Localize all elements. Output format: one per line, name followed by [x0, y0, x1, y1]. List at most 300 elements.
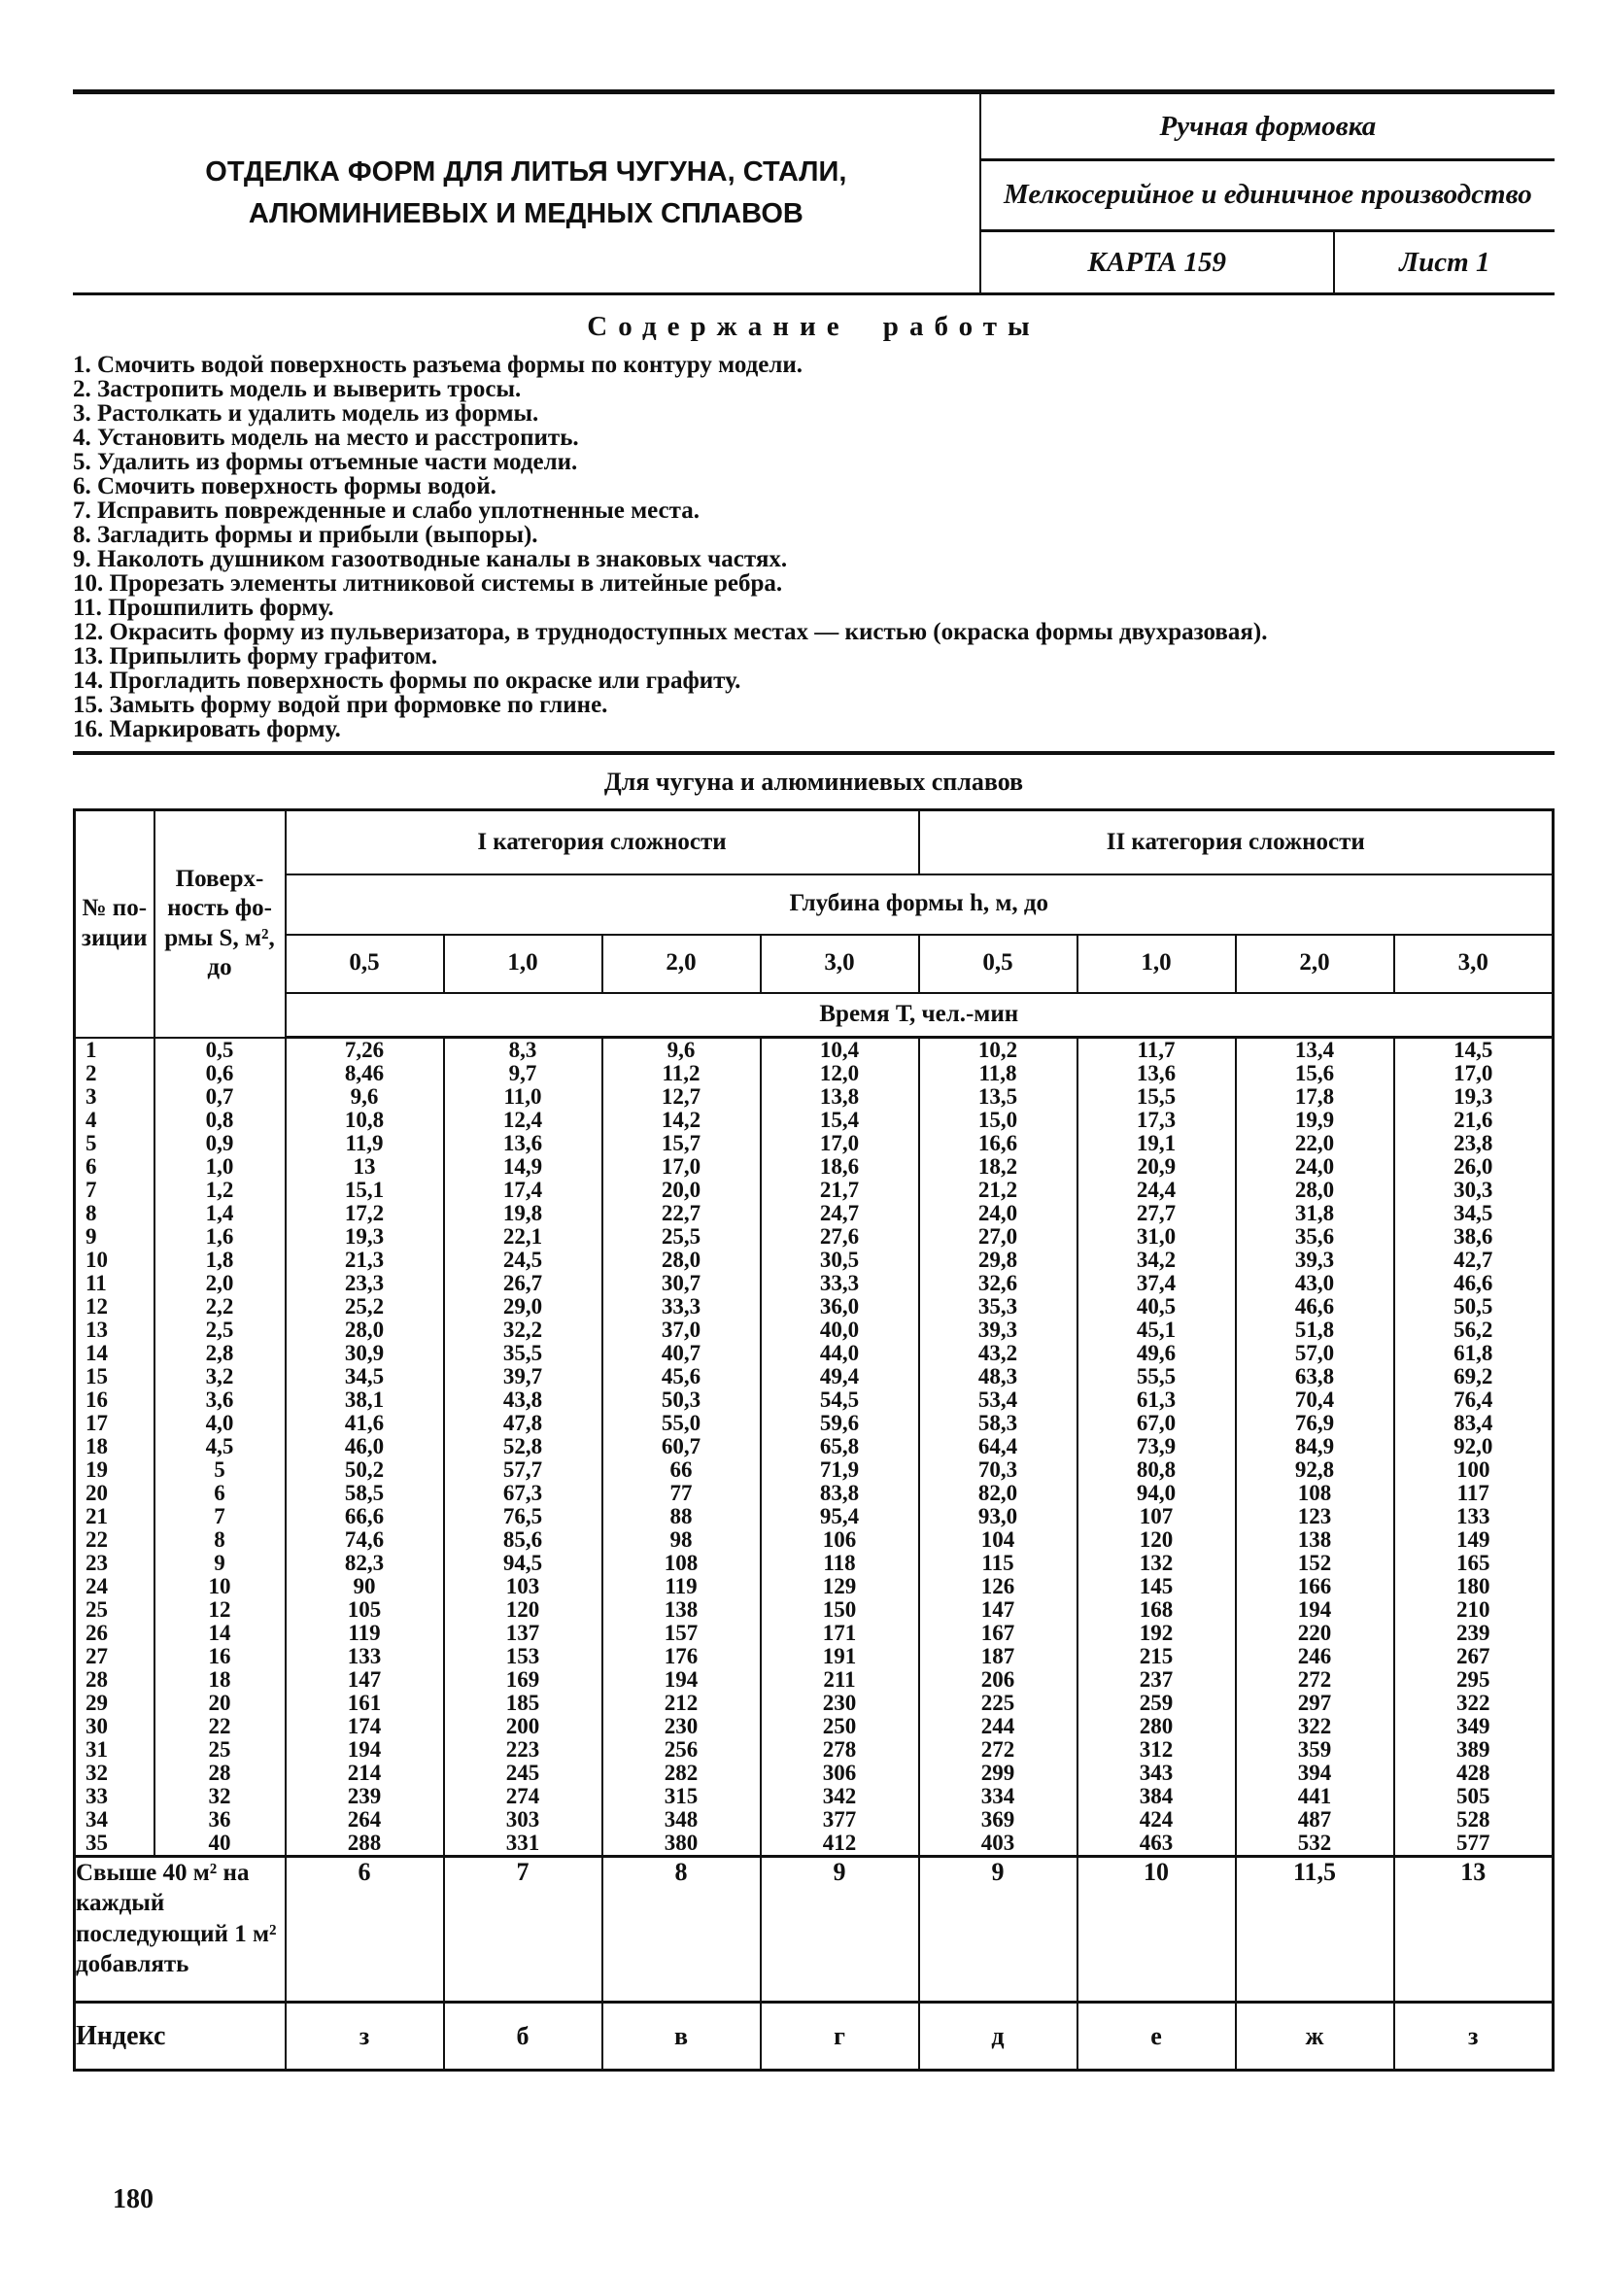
time-cell: 48,3 — [919, 1365, 1077, 1388]
position-cell: 14 — [75, 1342, 154, 1365]
time-cell: 256 — [602, 1738, 761, 1762]
index-value: в — [602, 2003, 761, 2071]
time-cell: 31,8 — [1236, 1202, 1394, 1225]
work-item-10: 10. Прорезать элементы литниковой системы в литейные ребра. — [73, 570, 783, 597]
index-value: з — [1394, 2003, 1554, 2071]
time-cell: 55,5 — [1077, 1365, 1236, 1388]
surface-cell: 0,5 — [154, 1038, 286, 1063]
surface-cell: 22 — [154, 1715, 286, 1738]
table-row — [75, 1575, 1554, 1598]
depth-value-headers — [75, 935, 1554, 993]
time-cell: 12,0 — [761, 1062, 919, 1085]
surface-cell: 14 — [154, 1622, 286, 1645]
surface-cell: 10 — [154, 1575, 286, 1598]
time-cell: 28,0 — [286, 1319, 444, 1342]
time-cell: 83,8 — [761, 1482, 919, 1505]
work-item-2: 2. Застропить модель и выверить тросы. — [73, 376, 522, 402]
time-cell: 30,9 — [286, 1342, 444, 1365]
time-cell: 138 — [602, 1598, 761, 1622]
surface-cell: 4,0 — [154, 1412, 286, 1435]
time-cell: 61,3 — [1077, 1388, 1236, 1412]
time-cell: 334 — [919, 1785, 1077, 1808]
time-cell: 92,0 — [1394, 1435, 1554, 1458]
time-cell: 11,9 — [286, 1132, 444, 1155]
time-cell: 215 — [1077, 1645, 1236, 1668]
surface-cell: 25 — [154, 1738, 286, 1762]
time-cell: 282 — [602, 1762, 761, 1785]
time-cell: 187 — [919, 1645, 1077, 1668]
time-cell: 21,3 — [286, 1249, 444, 1272]
time-cell: 42,7 — [1394, 1249, 1554, 1272]
surface-cell: 2,8 — [154, 1342, 286, 1365]
surface-cell: 36 — [154, 1808, 286, 1832]
time-cell: 34,5 — [286, 1365, 444, 1388]
time-cell: 152 — [1236, 1552, 1394, 1575]
position-cell: 13 — [75, 1319, 154, 1342]
time-cell: 59,6 — [761, 1412, 919, 1435]
surface-cell: 7 — [154, 1505, 286, 1528]
table-row — [75, 1528, 1554, 1552]
table-row — [75, 1552, 1554, 1575]
time-cell: 34,5 — [1394, 1202, 1554, 1225]
time-cell: 194 — [1236, 1598, 1394, 1622]
position-cell: 12 — [75, 1295, 154, 1319]
surface-cell: 0,6 — [154, 1062, 286, 1085]
time-cell: 206 — [919, 1668, 1077, 1692]
time-cell: 306 — [761, 1762, 919, 1785]
time-cell: 98 — [602, 1528, 761, 1552]
time-cell: 105 — [286, 1598, 444, 1622]
over-40-label: Свыше 40 м² на каждый последующий 1 м² добавлять — [75, 1857, 286, 2003]
time-cell: 20,0 — [602, 1179, 761, 1202]
time-cell: 322 — [1394, 1692, 1554, 1715]
time-cell: 49,6 — [1077, 1342, 1236, 1365]
surface-cell: 2,5 — [154, 1319, 286, 1342]
time-cell: 13,4 — [1236, 1038, 1394, 1063]
time-cell: 50,2 — [286, 1458, 444, 1482]
card-sheet-row — [981, 232, 1555, 292]
time-cell: 212 — [602, 1692, 761, 1715]
time-cell: 21,7 — [761, 1179, 919, 1202]
time-cell: 8,3 — [444, 1038, 602, 1063]
card-header — [73, 89, 1555, 295]
time-cell: 77 — [602, 1482, 761, 1505]
time-cell: 24,0 — [919, 1202, 1077, 1225]
surface-cell: 18 — [154, 1668, 286, 1692]
time-cell: 90 — [286, 1575, 444, 1598]
time-cell: 25,5 — [602, 1225, 761, 1249]
time-cell: 343 — [1077, 1762, 1236, 1785]
time-cell: 23,3 — [286, 1272, 444, 1295]
surface-cell: 0,7 — [154, 1085, 286, 1109]
surface-cell: 20 — [154, 1692, 286, 1715]
time-cell: 532 — [1236, 1832, 1394, 1857]
time-cell: 22,1 — [444, 1225, 602, 1249]
table-row — [75, 1598, 1554, 1622]
time-cell: 35,3 — [919, 1295, 1077, 1319]
time-cell: 17,0 — [602, 1155, 761, 1179]
time-cell: 76,5 — [444, 1505, 602, 1528]
time-cell: 441 — [1236, 1785, 1394, 1808]
position-cell: 2 — [75, 1062, 154, 1085]
time-cell: 66 — [602, 1458, 761, 1482]
position-cell: 20 — [75, 1482, 154, 1505]
table-row — [75, 1085, 1554, 1109]
table-header — [75, 810, 1554, 1038]
over-40-value: 13 — [1394, 1857, 1554, 2003]
time-cell: 295 — [1394, 1668, 1554, 1692]
surface-cell: 3,6 — [154, 1388, 286, 1412]
time-cell: 33,3 — [761, 1272, 919, 1295]
time-cell: 50,5 — [1394, 1295, 1554, 1319]
surface-cell: 1,8 — [154, 1249, 286, 1272]
surface-cell: 32 — [154, 1785, 286, 1808]
time-cell: 17,2 — [286, 1202, 444, 1225]
time-cell: 18,6 — [761, 1155, 919, 1179]
time-cell: 220 — [1236, 1622, 1394, 1645]
time-cell: 39,3 — [919, 1319, 1077, 1342]
surface-cell: 2,0 — [154, 1272, 286, 1295]
depth-value-header: 1,0 — [1077, 935, 1236, 993]
document-title — [73, 94, 979, 292]
time-cell: 12,7 — [602, 1085, 761, 1109]
time-cell: 299 — [919, 1762, 1077, 1785]
time-cell: 194 — [286, 1738, 444, 1762]
time-cell: 149 — [1394, 1528, 1554, 1552]
time-cell: 274 — [444, 1785, 602, 1808]
time-cell: 264 — [286, 1808, 444, 1832]
time-cell: 19,8 — [444, 1202, 602, 1225]
column-header-position: № по-зиции — [75, 810, 154, 1038]
time-cell: 161 — [286, 1692, 444, 1715]
over-40-row — [75, 1857, 1554, 2003]
time-cell: 119 — [602, 1575, 761, 1598]
time-cell: 315 — [602, 1785, 761, 1808]
over-40-value: 6 — [286, 1857, 444, 2003]
column-header-category-1: I категория сложности — [286, 810, 919, 874]
time-cell: 191 — [761, 1645, 919, 1668]
time-cell: 65,8 — [761, 1435, 919, 1458]
time-cell: 35,6 — [1236, 1225, 1394, 1249]
time-cell: 394 — [1236, 1762, 1394, 1785]
time-cell: 49,4 — [761, 1365, 919, 1388]
time-cell: 118 — [761, 1552, 919, 1575]
time-cell: 153 — [444, 1645, 602, 1668]
table-row — [75, 1458, 1554, 1482]
time-cell: 15,5 — [1077, 1085, 1236, 1109]
time-cell: 27,6 — [761, 1225, 919, 1249]
time-cell: 9,6 — [602, 1038, 761, 1063]
time-cell: 32,2 — [444, 1319, 602, 1342]
time-cell: 288 — [286, 1832, 444, 1857]
time-cell: 17,0 — [1394, 1062, 1554, 1085]
time-cell: 95,4 — [761, 1505, 919, 1528]
work-item-16: 16. Маркировать форму. — [73, 716, 341, 742]
time-cell: 94,0 — [1077, 1482, 1236, 1505]
position-cell: 3 — [75, 1085, 154, 1109]
table-row — [75, 1319, 1554, 1342]
time-cell: 43,2 — [919, 1342, 1077, 1365]
time-cell: 133 — [286, 1645, 444, 1668]
time-cell: 28,0 — [1236, 1179, 1394, 1202]
time-cell: 57,7 — [444, 1458, 602, 1482]
time-cell: 24,4 — [1077, 1179, 1236, 1202]
time-cell: 85,6 — [444, 1528, 602, 1552]
position-cell: 7 — [75, 1179, 154, 1202]
time-cell: 176 — [602, 1645, 761, 1668]
time-cell: 29,8 — [919, 1249, 1077, 1272]
time-cell: 15,0 — [919, 1109, 1077, 1132]
surface-cell: 1,2 — [154, 1179, 286, 1202]
time-cell: 21,6 — [1394, 1109, 1554, 1132]
title-line-1: ОТДЕЛКА ФОРМ ДЛЯ ЛИТЬЯ ЧУГУНА, СТАЛИ, — [205, 155, 847, 188]
time-cell: 129 — [761, 1575, 919, 1598]
time-cell: 225 — [919, 1692, 1077, 1715]
time-cell: 67,0 — [1077, 1412, 1236, 1435]
time-cell: 108 — [602, 1552, 761, 1575]
time-cell: 297 — [1236, 1692, 1394, 1715]
position-cell: 10 — [75, 1249, 154, 1272]
time-cell: 15,4 — [761, 1109, 919, 1132]
table-row — [75, 1482, 1554, 1505]
time-cell: 272 — [1236, 1668, 1394, 1692]
time-cell: 244 — [919, 1715, 1077, 1738]
time-cell: 33,3 — [602, 1295, 761, 1319]
time-cell: 13 — [286, 1155, 444, 1179]
surface-cell: 1,4 — [154, 1202, 286, 1225]
work-item-3: 3. Растолкать и удалить модель из формы. — [73, 400, 539, 427]
time-cell: 166 — [1236, 1575, 1394, 1598]
time-cell: 27,0 — [919, 1225, 1077, 1249]
time-cell: 35,5 — [444, 1342, 602, 1365]
time-cell: 34,2 — [1077, 1249, 1236, 1272]
time-cell: 194 — [602, 1668, 761, 1692]
table-row — [75, 1832, 1554, 1857]
time-cell: 37,0 — [602, 1319, 761, 1342]
time-cell: 120 — [1077, 1528, 1236, 1552]
time-cell: 359 — [1236, 1738, 1394, 1762]
table-row — [75, 1668, 1554, 1692]
time-cell: 120 — [444, 1598, 602, 1622]
work-item-11: 11. Прошпилить форму. — [73, 595, 334, 621]
time-cell: 41,6 — [286, 1412, 444, 1435]
sheet-number: Лист 1 — [1399, 246, 1490, 278]
time-cell: 412 — [761, 1832, 919, 1857]
index-row — [75, 2003, 1554, 2071]
time-cell: 17,8 — [1236, 1085, 1394, 1109]
depth-value-header: 3,0 — [761, 935, 919, 993]
time-cell: 322 — [1236, 1715, 1394, 1738]
surface-cell: 3,2 — [154, 1365, 286, 1388]
column-header-time: Время Т, чел.-мин — [286, 993, 1554, 1038]
time-cell: 71,9 — [761, 1458, 919, 1482]
table-row — [75, 1109, 1554, 1132]
work-item-15: 15. Замыть форму водой при формовке по глине. — [73, 692, 608, 718]
position-cell: 28 — [75, 1668, 154, 1692]
time-cell: 138 — [1236, 1528, 1394, 1552]
time-cell: 169 — [444, 1668, 602, 1692]
time-cell: 22,7 — [602, 1202, 761, 1225]
time-cell: 56,2 — [1394, 1319, 1554, 1342]
position-cell: 31 — [75, 1738, 154, 1762]
time-cell: 157 — [602, 1622, 761, 1645]
time-cell: 25,2 — [286, 1295, 444, 1319]
table-row — [75, 1038, 1554, 1063]
page-number: 180 — [113, 2184, 154, 2214]
column-header-depth: Глубина формы h, м, до — [286, 874, 1554, 935]
time-cell: 577 — [1394, 1832, 1554, 1857]
position-cell: 23 — [75, 1552, 154, 1575]
time-cell: 342 — [761, 1785, 919, 1808]
time-cell: 246 — [1236, 1645, 1394, 1668]
time-cell: 267 — [1394, 1645, 1554, 1668]
position-cell: 22 — [75, 1528, 154, 1552]
time-cell: 505 — [1394, 1785, 1554, 1808]
surface-cell: 1,0 — [154, 1155, 286, 1179]
position-cell: 35 — [75, 1832, 154, 1857]
time-cell: 83,4 — [1394, 1412, 1554, 1435]
time-cell: 278 — [761, 1738, 919, 1762]
table-row — [75, 1062, 1554, 1085]
time-cell: 18,2 — [919, 1155, 1077, 1179]
table-row — [75, 1715, 1554, 1738]
time-cell: 37,4 — [1077, 1272, 1236, 1295]
time-cell: 20,9 — [1077, 1155, 1236, 1179]
position-cell: 21 — [75, 1505, 154, 1528]
depth-value-header: 1,0 — [444, 935, 602, 993]
time-cell: 424 — [1077, 1808, 1236, 1832]
time-cell: 13,5 — [919, 1085, 1077, 1109]
time-cell: 185 — [444, 1692, 602, 1715]
work-item-5: 5. Удалить из формы отъемные части модели. — [73, 449, 578, 475]
table-row — [75, 1622, 1554, 1645]
time-cell: 15,1 — [286, 1179, 444, 1202]
work-item-13: 13. Припылить форму графитом. — [73, 643, 438, 669]
position-cell: 15 — [75, 1365, 154, 1388]
time-cell: 9,7 — [444, 1062, 602, 1085]
time-cell: 200 — [444, 1715, 602, 1738]
depth-value-header: 0,5 — [919, 935, 1077, 993]
time-cell: 80,8 — [1077, 1458, 1236, 1482]
table-row — [75, 1412, 1554, 1435]
time-cell: 331 — [444, 1832, 602, 1857]
time-cell: 29,0 — [444, 1295, 602, 1319]
surface-cell: 16 — [154, 1645, 286, 1668]
time-cell: 43,0 — [1236, 1272, 1394, 1295]
time-cell: 9,6 — [286, 1085, 444, 1109]
position-cell: 16 — [75, 1388, 154, 1412]
time-cell: 210 — [1394, 1598, 1554, 1622]
time-cell: 24,0 — [1236, 1155, 1394, 1179]
index-value: б — [444, 2003, 602, 2071]
time-cell: 82,3 — [286, 1552, 444, 1575]
time-cell: 108 — [1236, 1482, 1394, 1505]
surface-cell: 1,6 — [154, 1225, 286, 1249]
time-cell: 36,0 — [761, 1295, 919, 1319]
work-item-9: 9. Наколоть душником газоотводные каналы в знаковых частях. — [73, 546, 788, 572]
time-cell: 51,8 — [1236, 1319, 1394, 1342]
table-row — [75, 1762, 1554, 1785]
time-cell: 15,7 — [602, 1132, 761, 1155]
over-40-value: 9 — [919, 1857, 1077, 2003]
position-cell: 9 — [75, 1225, 154, 1249]
table-row — [75, 1645, 1554, 1668]
time-cell: 10,2 — [919, 1038, 1077, 1063]
time-cell: 94,5 — [444, 1552, 602, 1575]
time-cell: 55,0 — [602, 1412, 761, 1435]
surface-cell: 40 — [154, 1832, 286, 1857]
surface-cell: 4,5 — [154, 1435, 286, 1458]
time-cell: 230 — [602, 1715, 761, 1738]
time-cell: 528 — [1394, 1808, 1554, 1832]
time-cell: 106 — [761, 1528, 919, 1552]
work-item-4: 4. Установить модель на место и расстропить. — [73, 425, 579, 451]
surface-cell: 0,9 — [154, 1132, 286, 1155]
index-label: Индекс — [75, 2003, 286, 2071]
time-cell: 70,3 — [919, 1458, 1077, 1482]
title-line-2: АЛЮМИНИЕВЫХ И МЕДНЫХ СПЛАВОВ — [248, 198, 804, 229]
time-cell: 312 — [1077, 1738, 1236, 1762]
position-cell: 19 — [75, 1458, 154, 1482]
time-cell: 46,6 — [1394, 1272, 1554, 1295]
time-cell: 24,7 — [761, 1202, 919, 1225]
position-cell: 33 — [75, 1785, 154, 1808]
time-cell: 463 — [1077, 1832, 1236, 1857]
table-row — [75, 1132, 1554, 1155]
time-cell: 76,4 — [1394, 1388, 1554, 1412]
section-divider — [73, 751, 1555, 755]
index-value: г — [761, 2003, 919, 2071]
over-40-value: 10 — [1077, 1857, 1236, 2003]
time-cell: 100 — [1394, 1458, 1554, 1482]
time-cell: 103 — [444, 1575, 602, 1598]
position-cell: 34 — [75, 1808, 154, 1832]
time-cell: 259 — [1077, 1692, 1236, 1715]
time-cell: 39,3 — [1236, 1249, 1394, 1272]
time-cell: 19,9 — [1236, 1109, 1394, 1132]
time-cell: 17,3 — [1077, 1109, 1236, 1132]
work-item-14: 14. Прогладить поверхность формы по окраске или графиту. — [73, 668, 741, 694]
surface-cell: 8 — [154, 1528, 286, 1552]
time-cell: 30,5 — [761, 1249, 919, 1272]
time-cell: 10,8 — [286, 1109, 444, 1132]
time-cell: 58,3 — [919, 1412, 1077, 1435]
surface-cell: 28 — [154, 1762, 286, 1785]
time-cell: 17,0 — [761, 1132, 919, 1155]
time-cell: 30,7 — [602, 1272, 761, 1295]
time-cell: 19,3 — [1394, 1085, 1554, 1109]
time-cell: 45,6 — [602, 1365, 761, 1388]
index-value: з — [286, 2003, 444, 2071]
position-cell: 18 — [75, 1435, 154, 1458]
time-cell: 31,0 — [1077, 1225, 1236, 1249]
table-row — [75, 1155, 1554, 1179]
time-cell: 64,4 — [919, 1435, 1077, 1458]
time-cell: 171 — [761, 1622, 919, 1645]
time-cell: 10,4 — [761, 1038, 919, 1063]
time-cell: 16,6 — [919, 1132, 1077, 1155]
work-item-list — [73, 353, 1555, 741]
depth-value-header: 2,0 — [602, 935, 761, 993]
time-cell: 47,8 — [444, 1412, 602, 1435]
over-40-value: 9 — [761, 1857, 919, 2003]
time-cell: 239 — [286, 1785, 444, 1808]
table-caption: Для чугуна и алюминиевых сплавов — [603, 768, 1024, 796]
over-40-value: 8 — [602, 1857, 761, 2003]
card-header-right — [979, 94, 1555, 292]
time-cell: 223 — [444, 1738, 602, 1762]
table-row — [75, 1249, 1554, 1272]
